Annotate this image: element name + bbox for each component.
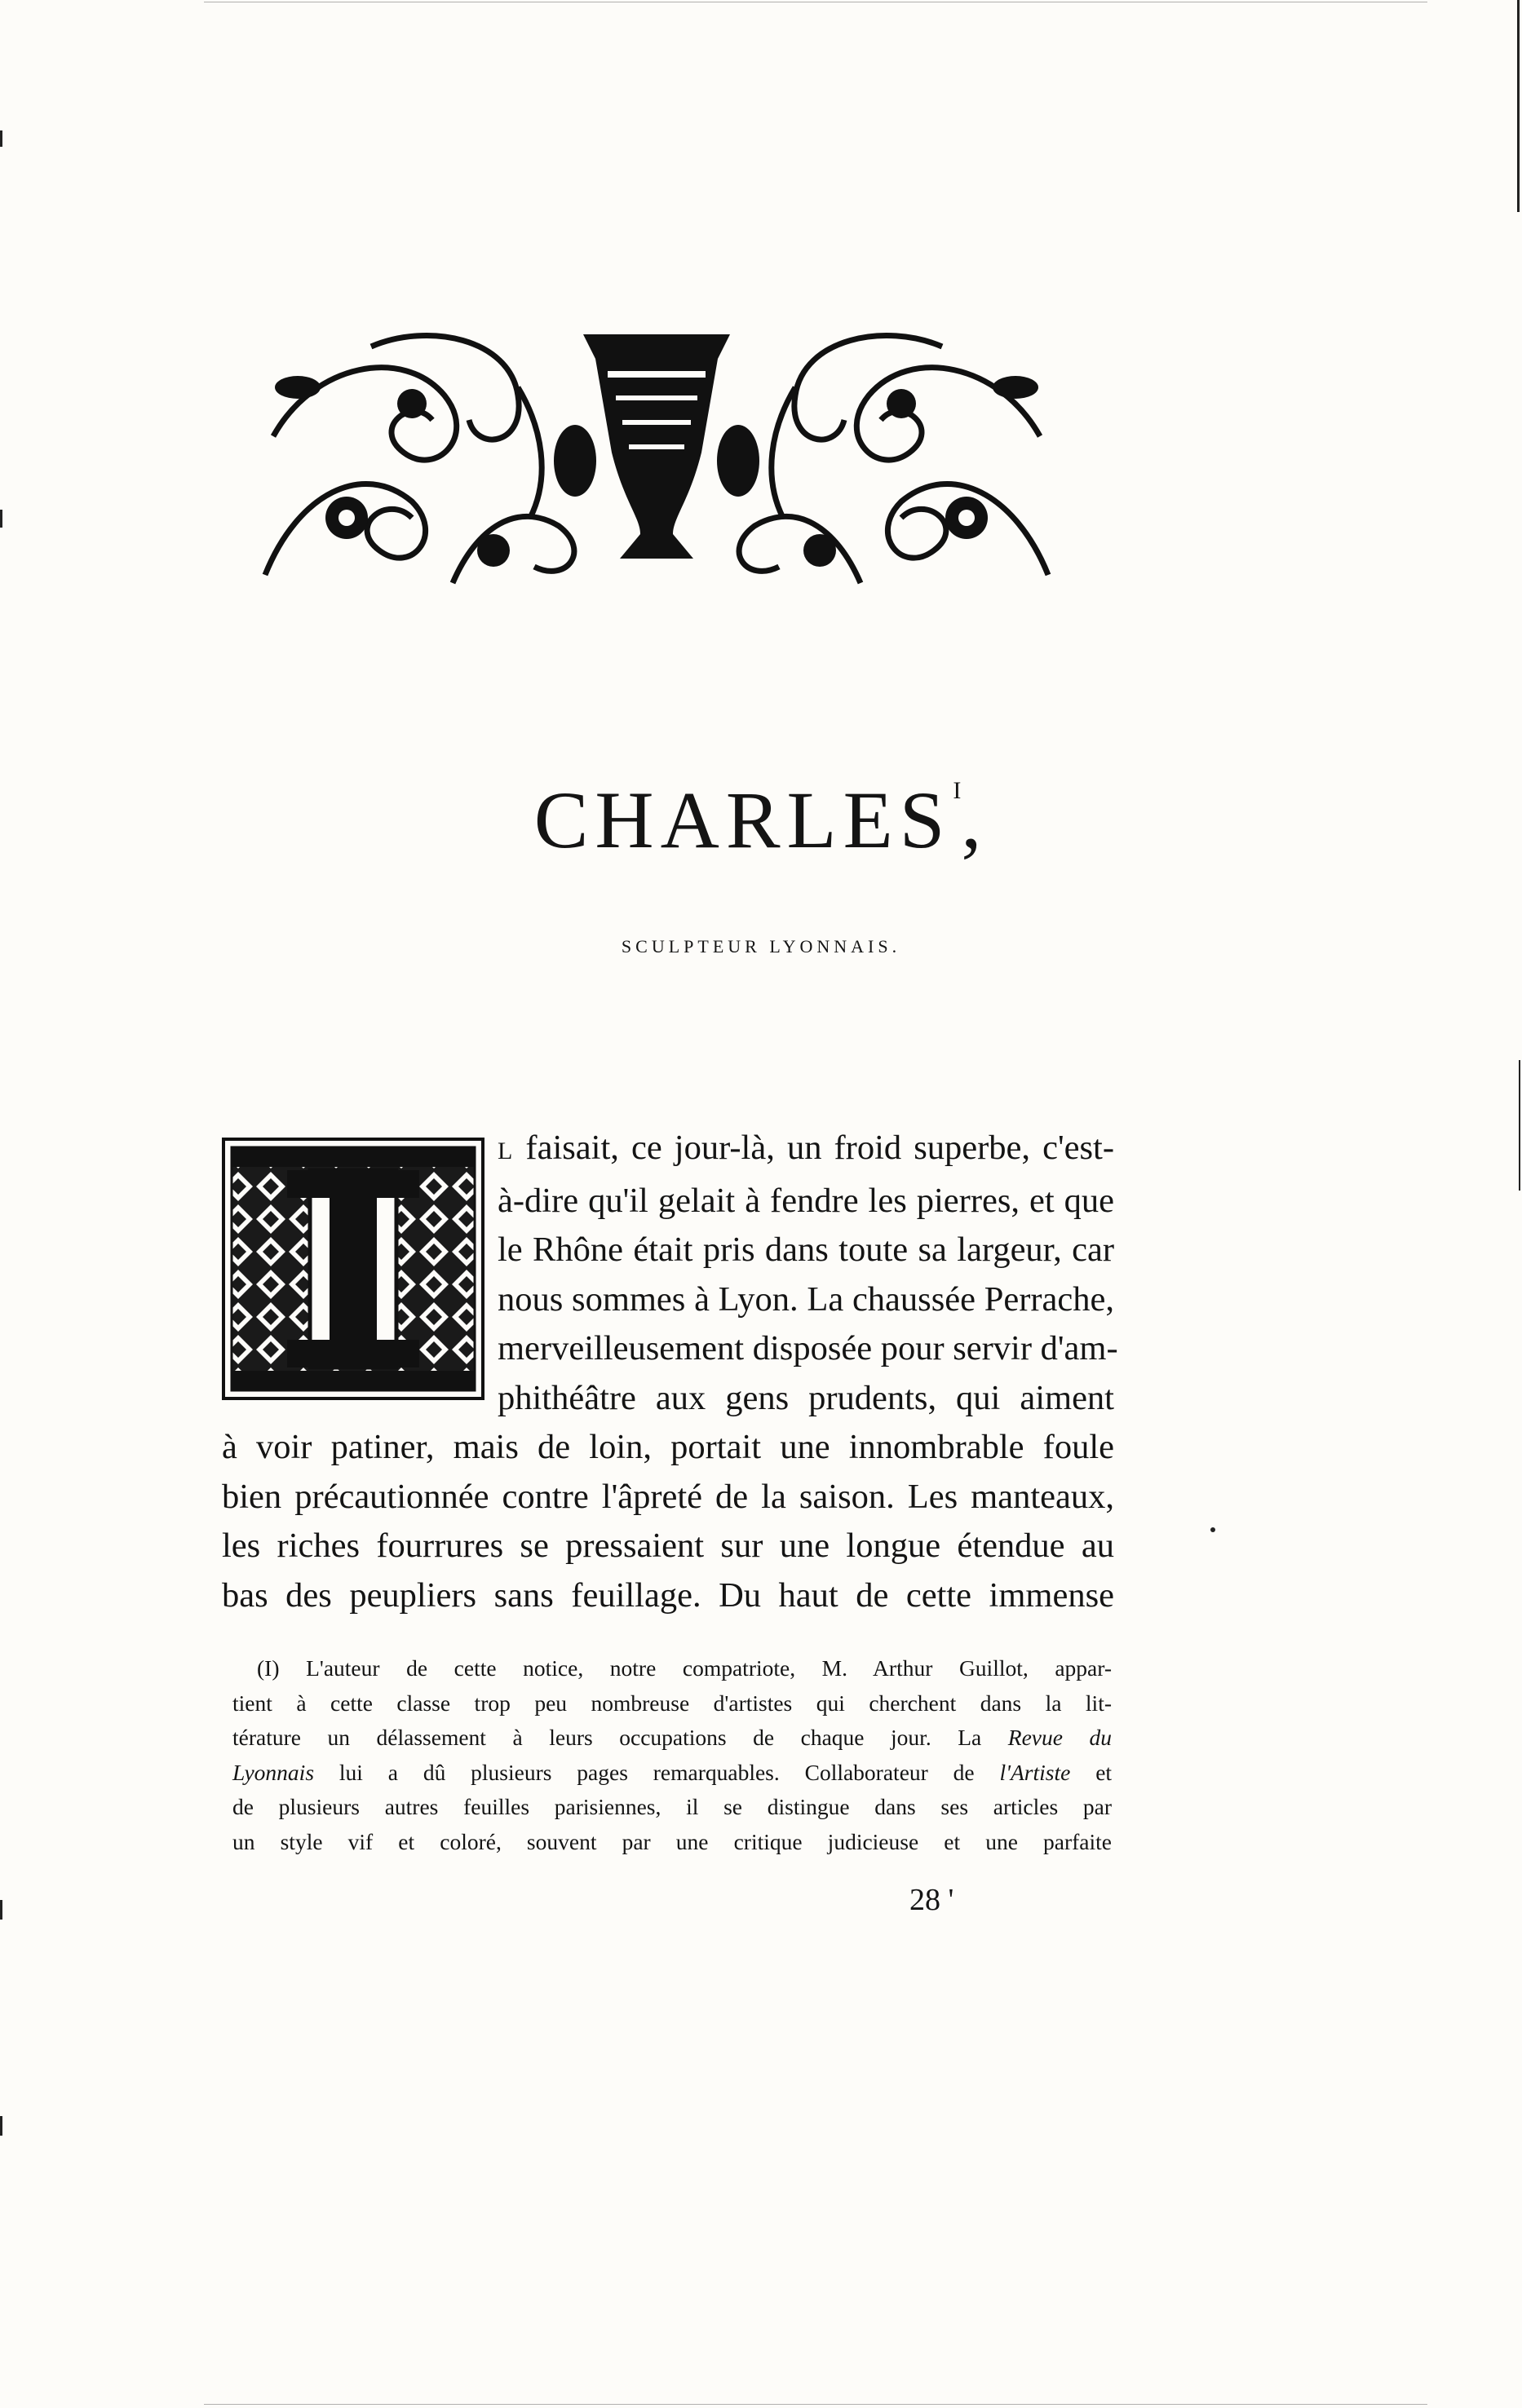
footnote-italic-title: Lyonnais — [232, 1759, 315, 1785]
body-line: nous sommes à Lyon. La chaussée Perrache, — [498, 1279, 1114, 1319]
footnote-line: de plusieurs autres feuilles parisiennes, il se distingue dans ses articles par — [232, 1794, 1112, 1819]
scan-edge-right-mark — [1517, 0, 1520, 212]
body-first-letter: L — [498, 1138, 514, 1164]
scan-edge-right-mark — [1519, 1060, 1520, 1191]
footnote-marker: (I) — [257, 1655, 280, 1681]
footnote-line — [232, 1721, 1112, 1756]
body-line: le Rhône était pris dans toute sa largeur, car — [498, 1231, 1114, 1269]
body-line: bien précautionnée contre l'âpreté de la saison. Les manteaux, — [222, 1477, 1114, 1516]
footnote — [232, 1651, 1112, 1859]
body-line: phithéâtre aux gens prudents, qui aiment — [498, 1378, 1114, 1417]
footnote-line — [232, 1651, 1112, 1686]
footnote-line-text: L'auteur de cette notice, notre compatriote, M. Arthur Guillot, appar- — [306, 1655, 1113, 1681]
footnote-italic-title: Revue du — [1007, 1725, 1113, 1750]
scan-edge-left-mark — [0, 130, 2, 147]
scan-edge-left-mark — [0, 510, 2, 528]
body-line: bas des peupliers sans feuillage. Du haut de cette immense — [222, 1575, 1114, 1615]
scan-edge-left-mark — [0, 2116, 2, 2136]
body-line: merveilleusement disposée pour servir d'am- — [498, 1329, 1118, 1367]
ornamental-headpiece — [249, 314, 1064, 599]
title-text: CHARLES — [533, 775, 952, 865]
footnote-line-text: térature un délassement à leurs occupations de chaque jour. La — [232, 1725, 982, 1750]
body-line: à voir patiner, mais de loin, portait une innombrable foule — [222, 1428, 1114, 1466]
scan-edge-left-mark — [0, 1900, 2, 1920]
title-note-marker: I — [953, 777, 962, 804]
body-line: à-dire qu'il gelait à fendre les pierres, et que — [498, 1181, 1114, 1220]
body-line: les riches fourrures se pressaient sur une longue étendue au — [222, 1527, 1114, 1565]
scan-edge-bottom-mark — [204, 2404, 1427, 2405]
main-paragraph — [222, 1124, 1118, 1620]
body-line — [498, 1124, 1114, 1177]
ornamental-headpiece-graphic — [249, 314, 1064, 599]
signature-mark: 28 ' — [909, 1883, 954, 1917]
footnote-line-text: lui a dû plusieurs pages remarquables. Collaborateur de — [338, 1759, 975, 1785]
page-title — [0, 775, 1522, 865]
title-punctuation: , — [961, 775, 989, 865]
footnote-line: un style vif et coloré, souvent par une critique judicieuse et une parfaite — [232, 1828, 1112, 1854]
stray-dot — [1210, 1527, 1215, 1532]
footnote-italic-title: l'Artiste — [999, 1759, 1071, 1785]
footnote-line: tient à cette classe trop peu nombreuse d'artistes qui cherchent dans la lit- — [232, 1690, 1112, 1716]
footnote-line — [232, 1756, 1112, 1791]
page-subtitle: SCULPTEUR LYONNAIS. — [621, 936, 901, 957]
footnote-line-text: et — [1095, 1759, 1113, 1785]
body-line-text: faisait, ce jour-là, un froid superbe, c'est- — [525, 1129, 1115, 1167]
